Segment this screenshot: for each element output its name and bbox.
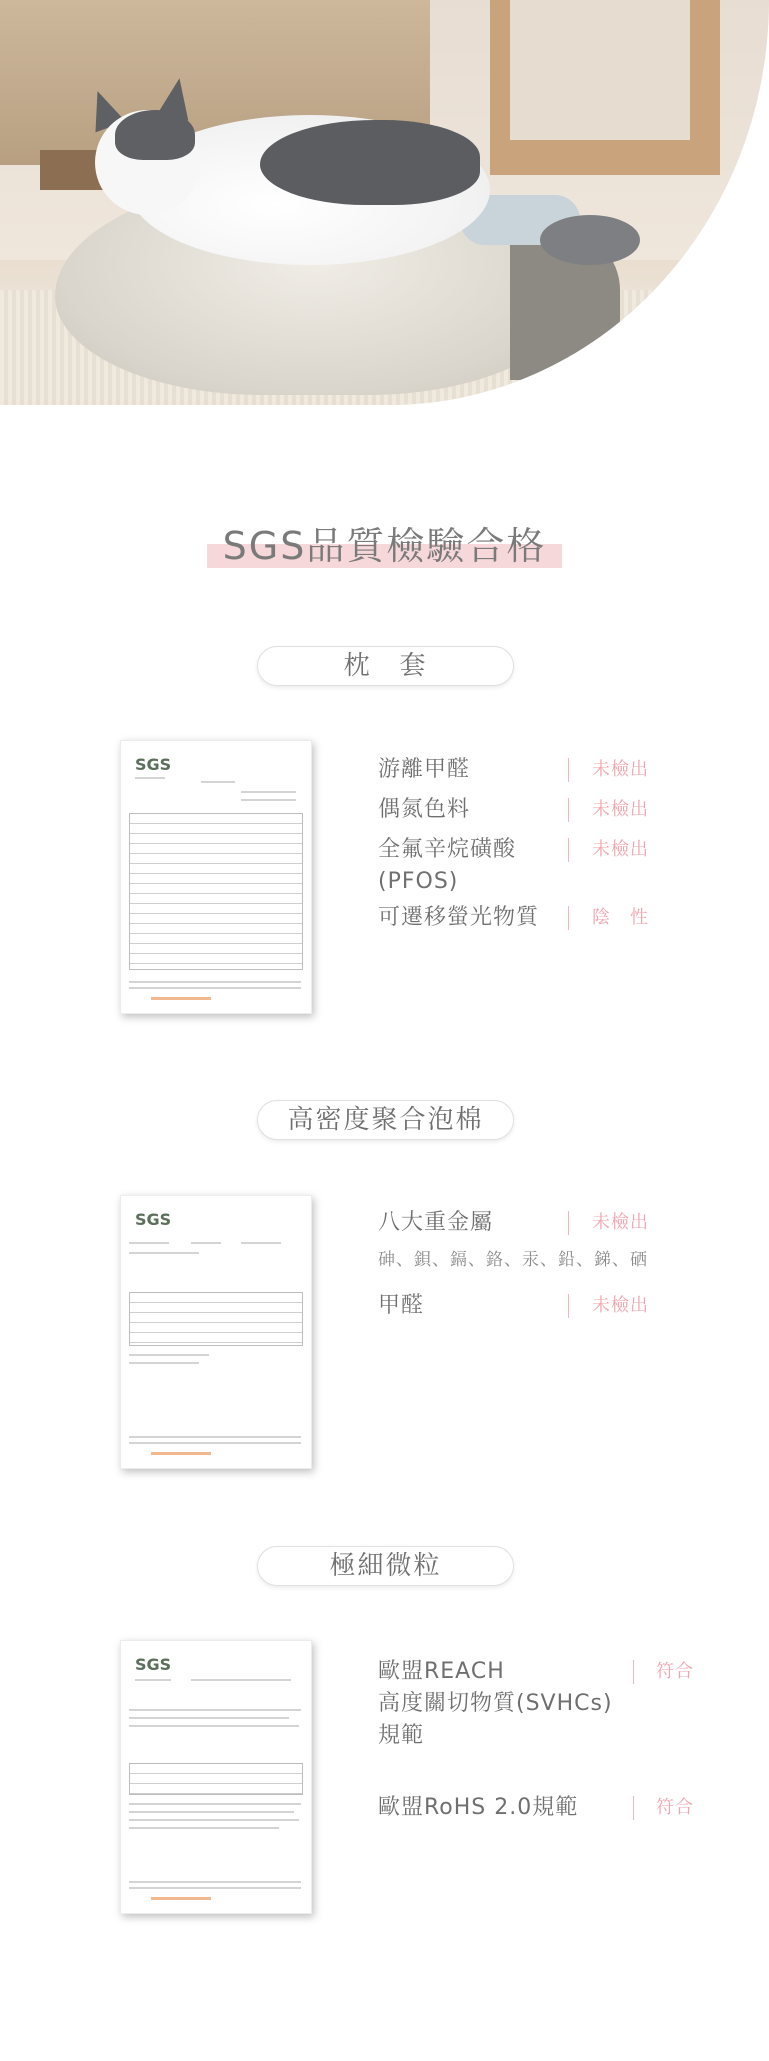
doc-footnote: [129, 1436, 301, 1438]
doc-line: [135, 1679, 171, 1681]
section-pill-foam: 高密度聚合泡棉: [257, 1100, 514, 1140]
result-label: 全氟辛烷磺酸: [378, 837, 517, 862]
result-label: 甲醛: [378, 1293, 425, 1318]
heavy-metals-list: 砷、鋇、鎘、鉻、汞、鉛、銻、硒: [378, 1250, 648, 1270]
doc-line: [129, 1242, 169, 1244]
sgs-logo: SGS: [135, 755, 172, 774]
doc-line: [129, 1725, 299, 1727]
result-label-line3: 規範: [378, 1723, 425, 1748]
result-row: [378, 834, 658, 898]
doc-note: [129, 1803, 301, 1805]
doc-stamp: [151, 1452, 211, 1455]
doc-line: [241, 791, 296, 793]
cat-head-patch: [115, 110, 195, 160]
doc-footnote: [129, 981, 301, 983]
hero-photo: [0, 0, 769, 405]
sgs-certificate-doc: [120, 1640, 312, 1914]
doc-line: [201, 781, 235, 783]
divider: [633, 1660, 634, 1684]
result-row: [378, 1207, 698, 1277]
divider: [633, 1796, 634, 1820]
result-status: 未檢出: [592, 759, 649, 780]
divider: [568, 1211, 569, 1235]
doc-line: [191, 1242, 221, 1244]
doc-footnote: [129, 1887, 301, 1889]
doc-line: [241, 1242, 281, 1244]
sgs-certificate-doc: [120, 1195, 312, 1469]
result-status: 未檢出: [592, 1295, 649, 1316]
result-label: 歐盟RoHS 2.0規範: [378, 1795, 579, 1820]
result-status: 符合: [656, 1661, 694, 1682]
result-status: 未檢出: [592, 1212, 649, 1233]
result-label-line2: 高度關切物質(SVHCs): [378, 1691, 613, 1716]
main-title-wrap: [0, 515, 769, 570]
doc-stamp: [151, 1897, 211, 1900]
main-title-text: SGS品質檢驗合格: [222, 524, 547, 568]
result-label: 偶氮色料: [378, 797, 471, 822]
doc-results-table: [129, 1292, 303, 1346]
cat-patch: [260, 120, 480, 205]
cat-tail: [540, 215, 640, 265]
sgs-logo: SGS: [135, 1210, 172, 1229]
divider: [568, 798, 569, 822]
doc-note: [129, 1354, 209, 1356]
doc-line: [191, 1679, 291, 1681]
result-label-line2: (PFOS): [378, 869, 459, 894]
result-label: 八大重金屬: [378, 1210, 494, 1235]
doc-note: [129, 1819, 299, 1821]
divider: [568, 758, 569, 782]
main-title: [219, 515, 551, 570]
result-status: 陰 性: [592, 907, 649, 928]
doc-stamp: [151, 997, 211, 1000]
doc-footnote: [129, 987, 301, 989]
result-status: 未檢出: [592, 839, 649, 860]
result-label: 歐盟REACH: [378, 1659, 505, 1684]
result-status: 符合: [656, 1797, 694, 1818]
hero-chair-back: [510, 0, 690, 140]
sgs-logo: SGS: [135, 1655, 172, 1674]
sgs-certificate-doc: [120, 740, 312, 1014]
divider: [568, 838, 569, 862]
doc-note: [129, 1362, 199, 1364]
result-status: 未檢出: [592, 799, 649, 820]
result-label: 可遷移螢光物質: [378, 905, 540, 930]
doc-results-table: [129, 1763, 303, 1795]
doc-note: [129, 1811, 294, 1813]
doc-line: [129, 1252, 199, 1254]
doc-line: [129, 1717, 289, 1719]
result-row: [378, 1656, 718, 1756]
section-pill-microparticles: 極細微粒: [257, 1546, 514, 1586]
doc-footnote: [129, 1881, 301, 1883]
divider: [568, 1294, 569, 1318]
doc-results-table: [129, 813, 303, 970]
section-pill-pillowcase: 枕 套: [257, 646, 514, 686]
doc-line: [129, 1709, 301, 1711]
result-label: 游離甲醛: [378, 757, 471, 782]
doc-line: [241, 799, 296, 801]
doc-note: [129, 1827, 279, 1829]
doc-footnote: [129, 1442, 301, 1444]
divider: [568, 906, 569, 930]
doc-line: [135, 777, 165, 779]
